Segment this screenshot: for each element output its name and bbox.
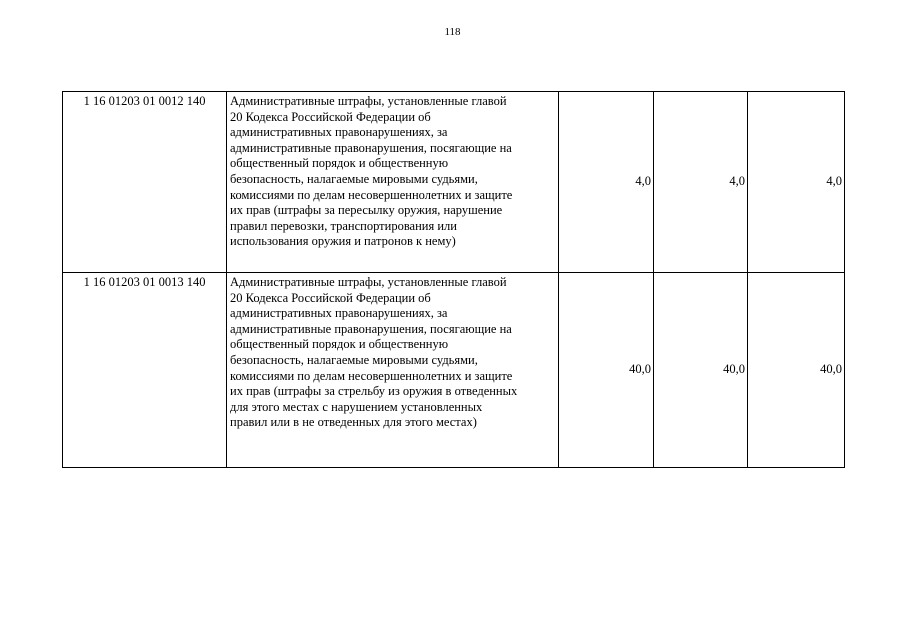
description-line: общественный порядок и общественную [230, 337, 449, 352]
description-line: безопасность, налагаемые мировыми судьями, [230, 352, 478, 367]
description-line: административные правонарушения, посягающие на [230, 140, 512, 155]
description-line: комиссиями по делам несовершеннолетних и защите [230, 368, 513, 383]
description-line: правил перевозки, транспортирования или [230, 218, 457, 233]
value-cell-year-1: 4,0 [559, 92, 654, 273]
budget-code-cell: 1 16 01203 01 0012 140 [63, 92, 227, 273]
description-line: их прав (штрафы за стрельбу из оружия в отведенных [230, 384, 518, 399]
budget-table [62, 91, 845, 468]
description-line: Административные штрафы, установленные главой [230, 275, 507, 289]
description-line: правил или в не отведенных для этого местах) [230, 415, 477, 430]
value-cell-year-2: 40,0 [654, 273, 748, 468]
table-row [63, 273, 845, 468]
description-line: 20 Кодекса Российской Федерации об [230, 109, 431, 124]
description-line: комиссиями по делам несовершеннолетних и защите [230, 187, 513, 202]
description-line: административные правонарушения, посягающие на [230, 321, 512, 336]
description-line: административных правонарушениях, за [230, 306, 448, 321]
description-line: использования оружия и патронов к нему) [230, 234, 456, 249]
budget-code-cell: 1 16 01203 01 0013 140 [63, 273, 227, 468]
description-line: Административные штрафы, установленные главой [230, 94, 507, 108]
description-cell [227, 92, 559, 273]
description-line: для этого местах с нарушением установленных [230, 399, 483, 414]
description-line: 20 Кодекса Российской Федерации об [230, 290, 431, 305]
table-row [63, 92, 845, 273]
value-cell-year-3: 4,0 [748, 92, 845, 273]
description-line: безопасность, налагаемые мировыми судьями, [230, 171, 478, 186]
description-cell [227, 273, 559, 468]
description-line: их прав (штрафы за пересылку оружия, нарушение [230, 203, 503, 218]
description-line: общественный порядок и общественную [230, 156, 449, 171]
value-cell-year-3: 40,0 [748, 273, 845, 468]
description-line: административных правонарушениях, за [230, 125, 448, 140]
value-cell-year-1: 40,0 [559, 273, 654, 468]
value-cell-year-2: 4,0 [654, 92, 748, 273]
page-number: 118 [444, 26, 461, 38]
